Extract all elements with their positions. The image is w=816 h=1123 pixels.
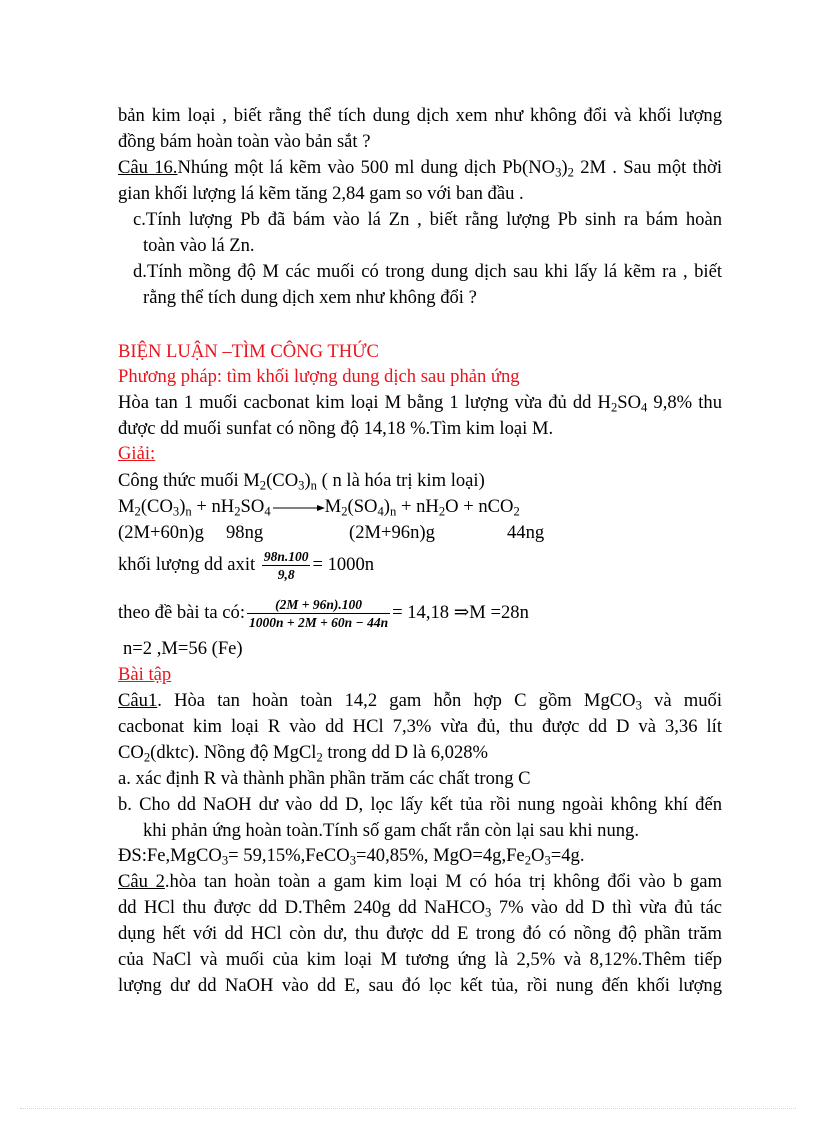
answer-line: ĐS:Fe,MgCO$_3$= 59,15%,FeCO$_3$=40,85%, $MgO=4g,Fe_2O_3=4g$. (118, 845, 585, 868)
section-title: BIỆN LUẬN –TÌM CÔNG THỨC (118, 341, 379, 362)
question-2: Câu 2.hòa tan hoàn toàn a gam kim loại M có hóa trị không đổi vào b gam (118, 871, 722, 892)
chemical-equation: $M_2(CO_3)_n + nH_2SO_4$ $M_2(SO_4)_n + nH_2O + nCO_2$ (118, 496, 520, 519)
text-line: toàn vào lá Zn. (143, 235, 255, 256)
text-line: rằng thể tích dung dịch xem như không đổi ? (143, 287, 477, 308)
text-line: dd HCl thu được dd D.Thêm 240g dd NaHCO$_3$ 7% vào dd D thì vừa đủ tác (118, 897, 722, 920)
text-line: của NaCl và muối của kim loại M tương ứng là 2,5% và 8,12%.Thêm tiếp (118, 949, 722, 970)
document-page: bản kim loại , biết rằng thể tích dung dịch xem như không đổi và khối lượng đồng bám hoàn toàn vào bản sắt ? Câu 16.Nhúng một lá kẽm vào 500 ml dung dịch $Pb(NO_3)_2$ 2M . Sau một thời gian khối lượng lá kẽm tăng 2,84 gam so với ban đầu . c.Tính lượng Pb đã bám vào lá Zn , biết rằng lượng Pb sinh ra bám hoàn toàn vào lá Zn. d.Tính mồng độ M các muối có trong dung dịch sau khi lấy lá kẽm ra , biết rằng thể tích dung dịch xem như không đổi ? BIỆN LUẬN –TÌM CÔNG THỨC Phương pháp: tìm khối lượng dung dịch sau phản ứng Hòa tan 1 muối cacbonat kim loại M bằng 1 lượng vừa đủ dd $H_2SO_4$ 9,8% thu được dd muối sunfat có nồng độ 14,18 %.Tìm kim loại M. Giải: Công thức muối $M_2(CO_3)_n$ ( n là hóa trị kim loại) $M_2(CO_3)_n + nH_2SO_4$ $M_2(SO_4)_n + nH_2O + nCO_2$ (2M+60n)g 98ng (2M+96n)g 44ng khối lượng dd axit $\frac{98n.100}{9,8}$ = 1000n theo đề bài ta có: $\frac{(2M + 96n).100}{1000n + 2M + 60n - 44n}$ = 14,18 ⇒M =28n n=2 ,M=56 (Fe) Bài tập Câu1. Hòa tan hoàn toàn 14,2 gam hỗn hợp C gồm MgCO$_3$ và muối cacbonat kim loại R vào dd HCl 7,3% vừa đủ, thu được dd D và 3,36 lít $CO_2(dktc)$. Nồng độ MgCl$_2$ trong dd D là 6,028% a. xác định R và thành phần phần trăm các chất trong C b. Cho dd NaOH dư vào dd D, lọc lấy kết tủa rồi nung ngoài không khí đến khi phản ứng hoàn toàn.Tính số gam chất rắn còn lại sau khi nung. ĐS:Fe,MgCO$_3$= 59,15%,FeCO$_3$=40,85%, $MgO=4g,Fe_2O_3=4g$. Câu 2.hòa tan hoàn toàn a gam kim loại M có hóa trị không đổi vào b gam dd HCl thu được dd D.Thêm 240g dd NaHCO$_3$ 7% vào dd D thì vừa đủ tác dụng hết với dd HCl còn dư, thu được dd E trong đó có nồng độ phần trăm của NaCl và muối của kim loại M tương ứng là 2,5% và 8,12%.Thêm tiếp lượng dư dd NaOH vào dd E, sau đó lọc kết tủa, rồi nung đến khối lượng (0, 0, 816, 1123)
acid-mass-line: khối lượng dd axit $\frac{98n.100}{9,8}$ = 1000n (118, 549, 375, 583)
example-problem: Hòa tan 1 muối cacbonat kim loại M bằng 1 lượng vừa đủ dd $H_2SO_4$ 9,8% thu (118, 392, 722, 415)
formula-line: Công thức muối $M_2(CO_3)_n$ ( n là hóa trị kim loại) (118, 470, 485, 493)
question-item-c: c.Tính lượng Pb đã bám vào lá Zn , biết rằng lượng Pb sinh ra bám hoàn (133, 209, 722, 230)
text-line: cacbonat kim loại R vào dd HCl 7,3% vừa đủ, thu được dd D và 3,36 lít (118, 716, 722, 737)
answer-line: n=2 ,M=56 (Fe) (123, 638, 243, 659)
text-line: đồng bám hoàn toàn vào bản sắt ? (118, 131, 371, 152)
method-heading: Phương pháp: tìm khối lượng dung dịch sau phản ứng (118, 366, 520, 387)
question-label: Câu 2 (118, 871, 165, 892)
solution-label: Giải: (118, 443, 156, 464)
question-item-a: a. xác định R và thành phần phần trăm các chất trong C (118, 768, 531, 789)
question-1: Câu1. Hòa tan hoàn toàn 14,2 gam hỗn hợp C gồm MgCO$_3$ và muối (118, 690, 722, 713)
equation-line: theo đề bài ta có: $\frac{(2M + 96n).100}{1000n + 2M + 60n - 44n}$ = 14,18 ⇒M =28n (118, 597, 529, 631)
exercises-heading: Bài tập (118, 664, 172, 685)
text-line: gian khối lượng lá kẽm tăng 2,84 gam so với ban đầu . (118, 183, 524, 204)
text-line: được dd muối sunfat có nồng độ 14,18 %.Tìm kim loại M. (118, 418, 554, 439)
question-label: Câu 16. (118, 157, 178, 178)
text-line: bản kim loại , biết rằng thể tích dung dịch xem như không đổi và khối lượng (118, 105, 722, 126)
text-line: $CO_2(dktc)$. Nồng độ MgCl$_2$ trong dd D là 6,028% (118, 742, 489, 765)
reaction-arrow-icon (271, 503, 325, 513)
page-divider (20, 1108, 796, 1109)
text-line: lượng dư dd NaOH vào dd E, sau đó lọc kết tủa, rồi nung đến khối lượng (118, 975, 722, 996)
fraction: $\frac{98n.100}{9,8}$ (263, 549, 309, 583)
text-line: dụng hết với dd HCl còn dư, thu được dd E trong đó có nồng độ phần trăm (118, 923, 722, 944)
question-16: Câu 16.Nhúng một lá kẽm vào 500 ml dung dịch $Pb(NO_3)_2$ 2M . Sau một thời (118, 157, 723, 180)
question-item-d: d.Tính mồng độ M các muối có trong dung dịch sau khi lấy lá kẽm ra , biết (133, 261, 722, 282)
question-label: Câu1 (118, 690, 158, 711)
question-item-b: b. Cho dd NaOH dư vào dd D, lọc lấy kết tủa rồi nung ngoài không khí đến (118, 794, 722, 815)
text-line: khi phản ứng hoàn toàn.Tính số gam chất rắn còn lại sau khi nung. (143, 820, 639, 841)
fraction: $\frac{(2M + 96n).100}{1000n + 2M + 60n - 44n}$ (249, 597, 389, 631)
